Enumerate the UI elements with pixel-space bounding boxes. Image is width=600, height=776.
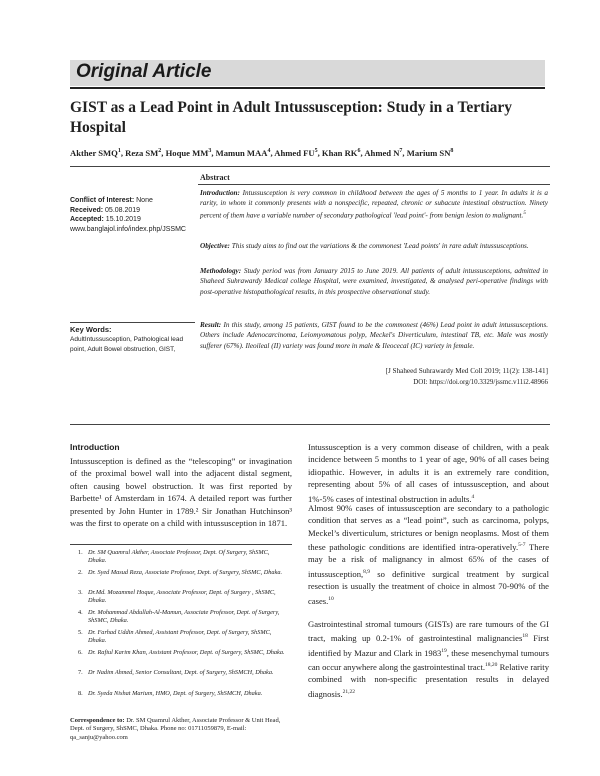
- footnote-rule: [70, 544, 292, 545]
- journal-url[interactable]: www.banglajol.info/index.php/JSSMC: [70, 225, 186, 233]
- body-paragraph: Intussusception is a very common disease of children, with a peak incidence between 5 months to 1 year of age, 90% of all cases being idiopathic. However, in adults it is an extremely rare condition, representing about 5% of all cases of intussusception, and about 1%-5% cases of intestinal obstruction in adults.$^4$: [308, 442, 549, 504]
- author: Khan RK: [321, 148, 358, 158]
- abstract-methodology: Methodology: Study period was from January 2015 to June 2019. All patients of adult intussusceptions, admitted in Shaheed Suhrawardy Medical college Hospital, were examined, investigated, & analysed peri-operative findings with post-operative histopathological results, in this prospective observational study.: [200, 267, 549, 296]
- author: Hoque MM: [165, 148, 209, 158]
- received-date: 05.08.2019: [105, 206, 141, 214]
- body-paragraph: Almost 90% cases of intussusception are secondary to a pathologic condition that serves as a “lead point”, such as carcinoma, polyps, Meckel’s diverticulum, strictures or benign neoplasms. Most of them these pathologic conditions are identified intra-operatively.$^{5-7}$ There may be a risk of malignancy in almost 65% of the cases of intussusception,$^{8,9}$ so definitive surgical treatment by surgical resection is usually the treatment of choice in almost 70-90% of the cases.$^{10}$: [308, 503, 550, 606]
- abstract-heading: Abstract: [200, 173, 230, 182]
- keywords-rule: [70, 322, 195, 323]
- author: Ahmed N: [364, 148, 400, 158]
- accepted-date: 15.10.2019: [105, 216, 141, 223]
- header-rule: [70, 87, 545, 89]
- author: Ahmed FU: [274, 148, 315, 158]
- author: Reza SM: [125, 148, 159, 158]
- paper-title: GIST as a Lead Point in Adult Intussusception: Study in a Tertiary Hospital: [70, 99, 513, 136]
- author: Marium SN: [406, 148, 451, 158]
- article-meta: Conflict of Interest: None Received: 05.08.2019 Accepted: 15.10.2019 www.banglajol.info/index.php/JSSMC: [70, 196, 195, 234]
- correspondence: Correspondence to: Dr. SM Quamrul Akther, Associate Professor & Unit Head, Dept. of Surgery, ShSMC, Dhaka. Phone no: 01711059879, E-mail: qa_sanju@yahoo.com: [70, 717, 281, 741]
- authors-rule: [70, 166, 550, 167]
- article-type-label: Original Article: [76, 61, 212, 82]
- abstract-result: Result: In this study, among 15 patients, GIST found to be the commonest (46%) Lead point in adult intussusceptions. Others include Adenocarcinoma, Leiomyomatous polyp, Meckel's Diverticulum, intestinal TB, etc. Male was mostly sufferer (67%). Ileoileal (II) variety was found more in male & Ileocecal (IC) variety in female.: [200, 321, 548, 350]
- introduction-paragraph: Intussusception is defined as the “telescoping” or invagination of the proximal bowel wall into the adjacent distal segment, often causing bowel obstruction. It was first reported by Barbette¹ of Amsterdam in 1674. A detailed report was further presented by John Hunter in 1789.² Sir Jonathan Hutchinson³ was the first to operate on a child with intussusception in 1871.: [70, 456, 292, 529]
- journal-citation: [J Shaheed Suhrawardy Med Coll 2019; 11(2): 138-141]: [385, 367, 548, 375]
- abstract-objective: Objective: This study aims to find out the variations & the commonest 'Lead points' in rare adult intussusceptions.: [200, 242, 529, 250]
- doi-link[interactable]: DOI: https://doi.org/10.3329/jssmc.v11i2.48966: [413, 378, 548, 386]
- conflict-value: None: [136, 197, 153, 204]
- keywords-text: AdultIntussusception, Pathological lead point, Adult Bowel obstruction, GIST,: [70, 336, 184, 353]
- author: Mamun MAA: [215, 148, 268, 158]
- body-paragraph: Gastrointestinal stromal tumours (GISTs) are rare tumours of the GI tract, making up 0.2-1% of gastrointestinal malignancies$^{18}$ First identified by Mazur and Clark in 1983$^{19}$, these mesenchymal tumours can occur anywhere along the gastrointestinal tract.$^{18,20}$ Relative rarity combined with non-specific presentation results in delayed diagnosis.$^{21,22}$: [308, 619, 550, 699]
- keywords-heading: Key Words:: [70, 325, 112, 334]
- abstract-rule: [198, 184, 550, 185]
- body-rule: [70, 424, 550, 425]
- author: Akther SMQ: [70, 148, 118, 158]
- introduction-heading: Introduction: [70, 442, 120, 452]
- author-list: Akther SMQ$^1$, Reza $SM^2$, Hoque $MM^3$, Mamun MAA$^4$, Ahmed $FU^5$, Khan $RK^6$, Ahmed $N^7$, Marium $SN^8$: [70, 148, 454, 158]
- abstract-introduction: Introduction: Intussusception is very common in childhood between the ages of 5 months to 1 year. In adults it is a rarity, in whom it commonly presents with a nonspecific, repeated, chronic or subacute intestinal obstruction. Ninety percent of them have a variable number of secondary pathological 'lead point'- from benign lesion to malignant.$^5$: [200, 189, 548, 220]
